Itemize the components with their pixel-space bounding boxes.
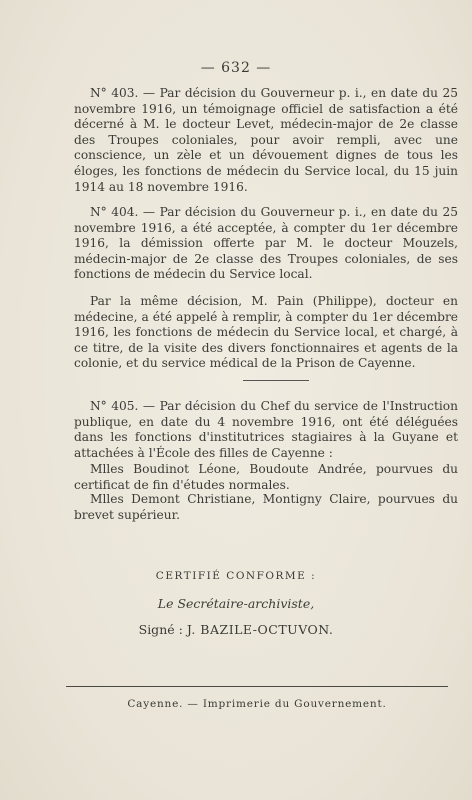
decision-pain-paragraph: Par la même décision, M. Pain (Philippe), docteur en médecine, a été appelé à remplir, à compter du 1er décembre 1916, les fonctions de médecin du Service local, et chargé, à ce titre, de la visite des divers fonctionnaires et agents de la colonie, et du service médical de la Prison de Cayenne. (74, 294, 458, 371)
certification-heading: CERTIFIÉ CONFORME : (155, 570, 317, 582)
appointees-boudinot-paragraph: Mlles Boudinot Léone, Boudoute Andrée, pourvues du certificat de fin d'études normales. (74, 462, 458, 492)
signed-name: J. BAZILE-OCTUVON. (186, 622, 334, 637)
footer-rule (66, 686, 448, 687)
appointees-demont-paragraph: Mlles Demont Christiane, Montigny Claire, pourvues du brevet supérieur. (74, 492, 458, 522)
printer-footer: Cayenne. — Imprimerie du Gouvernement. (127, 698, 387, 710)
decision-403-paragraph: N° 403. — Par décision du Gouverneur p. i., en date du 25 novembre 1916, un témoignage officiel de satisfaction a été décerné à M. le docteur Levet, médecin-major de 2e classe des Troupes coloniales, pour avoir rempli, avec une conscience, un zèle et un dévouement dignes de tous les éloges, les fonctions de médecin du Service local, du 15 juin 1914 au 18 novembre 1916. (74, 86, 458, 194)
signed-label: Signé : (138, 622, 183, 637)
decision-405-paragraph: N° 405. — Par décision du Chef du service de l'Instruction publique, en date du 4 novembre 1916, ont été déléguées dans les fonctions d'institutrices stagiaires à la Guyane et attachées à l'École des filles de Cayenne : (74, 399, 458, 460)
signature-line (0, 622, 472, 637)
section-divider (243, 380, 309, 381)
certification-role: Le Secrétaire-archiviste, (157, 596, 315, 611)
decision-404-paragraph: N° 404. — Par décision du Gouverneur p. i., en date du 25 novembre 1916, a été acceptée, à compter du 1er décembre 1916, la démission offerte par M. le docteur Mouzels, médecin-major de 2e classe des Troupes coloniales, de ses fonctions de médecin du Service local. (74, 205, 458, 282)
page-number: — 632 — (200, 60, 272, 76)
